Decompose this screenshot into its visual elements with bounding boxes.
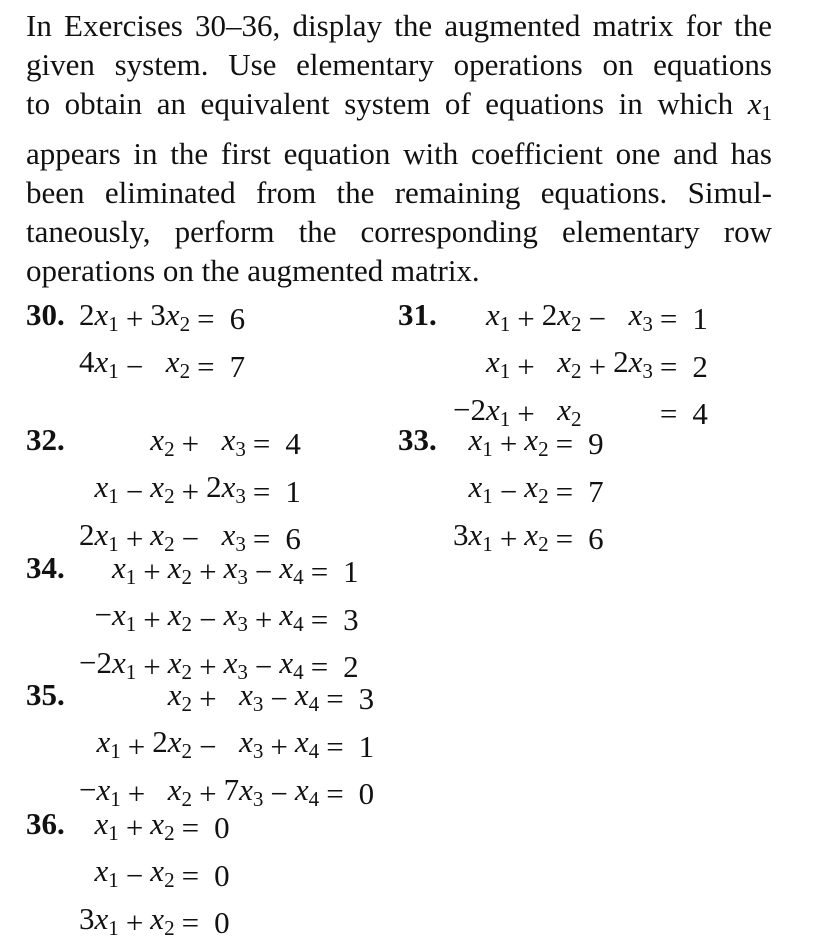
- equation-rhs: 0: [358, 776, 375, 812]
- equation-rhs: 2: [343, 649, 359, 685]
- exercise-30: [26, 296, 386, 384]
- exercise-32: [26, 421, 386, 557]
- exercise-35: [26, 676, 506, 812]
- equation-system: [79, 549, 359, 691]
- equation-row: $x_1$ + $2x_2$ − $x_3$ + $x_4$ = 1: [79, 723, 374, 770]
- instructions-line-7: operations on the augmented matrix.: [26, 253, 480, 289]
- instructions-line-1: In Exercises 30–36, display the augmented matrix for the: [26, 8, 772, 43]
- equation-row: $x_1$ + $2x_2$ − $x_3$ = 1: [453, 296, 708, 343]
- instructions-paragraph: [26, 6, 772, 290]
- equation-system: [79, 805, 230, 947]
- exercise-31: [398, 296, 778, 432]
- equation-row: $x_1$ + $x_2$ + $2x_3$ = 2: [453, 343, 708, 390]
- equation-row: $-2x_1$ + $x_2$ = 4: [453, 391, 708, 438]
- equation-rhs: 4: [285, 426, 301, 462]
- equation-rhs: 0: [214, 810, 230, 846]
- equation-row: $x_1$ − $x_2$ = 7: [453, 468, 604, 515]
- equation-rhs: 6: [588, 521, 604, 557]
- exercise-number: 36.: [26, 806, 65, 841]
- equation-rhs: 6: [229, 301, 246, 337]
- exercise-33: [398, 421, 778, 557]
- equation-row: $x_1$ + $x_2$ = 9: [453, 421, 604, 468]
- instructions-line-4: appears in the first equation with coefficient one and has: [26, 135, 772, 171]
- equation-rhs: 3: [343, 601, 359, 637]
- equation-row: $3x_1$ + $x_2$ = 6: [453, 516, 604, 563]
- exercise-34: [26, 549, 506, 685]
- instructions-line-6: taneously, perform the corresponding elementary row: [26, 213, 772, 249]
- equation-row: $x_1$ + $x_2$ = 0: [79, 805, 230, 852]
- equation-row: $x_2$ + $x_3$ − $x_4$ = 3: [79, 676, 374, 723]
- instructions-line-2: given system. Use elementary operations on equations: [26, 47, 772, 83]
- equation-row: $2x_1$ + $x_2$ − $x_3$ = 6: [79, 516, 301, 563]
- equation-rhs: 3: [358, 681, 375, 717]
- equation-rhs: 0: [214, 905, 230, 941]
- equation-rhs: 1: [343, 554, 359, 590]
- equation-row: $-x_1$ + $x_2$ + $7x_3$ − $x_4$ = 0: [79, 771, 374, 818]
- exercise-number: 30.: [26, 297, 65, 332]
- exercise-number: 33.: [398, 422, 437, 457]
- exercise-number: 31.: [398, 297, 437, 332]
- equation-row: $4x_1$ − $x_2$ = 7: [79, 343, 245, 390]
- equation-system: [453, 421, 604, 563]
- equation-rhs: 1: [358, 728, 375, 764]
- equation-rhs: 7: [229, 348, 246, 384]
- equation-system: [79, 296, 245, 391]
- exercise-number: 34.: [26, 550, 65, 585]
- exercise-number: 35.: [26, 677, 65, 712]
- equation-row: $-x_1$ + $x_2$ − $x_3$ + $x_4$ = 3: [79, 596, 359, 643]
- equation-row: $2x_1$ + $3x_2$ = 6: [79, 296, 245, 343]
- equation-rhs: 1: [285, 473, 301, 509]
- equation-system: [79, 421, 301, 563]
- instructions-line-3: to obtain an equivalent system of equations in which $x_1$: [26, 86, 773, 126]
- instructions-line-5: been eliminated from the remaining equations. Simul-: [26, 174, 772, 210]
- equation-rhs: 0: [214, 857, 230, 893]
- equation-row: $3x_1$ + $x_2$ = 0: [79, 900, 230, 947]
- equation-rhs: 7: [588, 473, 604, 509]
- equation-system: [79, 676, 374, 818]
- equation-system: [453, 296, 708, 438]
- equation-row: $-2x_1$ + $x_2$ + $x_3$ − $x_4$ = 2: [79, 644, 359, 691]
- equation-rhs: 9: [588, 426, 604, 462]
- equation-row: $x_1$ − $x_2$ + $2x_3$ = 1: [79, 468, 301, 515]
- equation-rhs: 2: [692, 348, 708, 384]
- equation-row: $x_1$ + $x_2$ + $x_3$ − $x_4$ = 1: [79, 549, 359, 596]
- equation-rhs: 4: [692, 396, 708, 432]
- equation-rhs: 6: [285, 521, 301, 557]
- equation-rhs: 1: [692, 301, 708, 337]
- equation-row: $x_1$ − $x_2$ = 0: [79, 852, 230, 899]
- exercise-36: [26, 805, 386, 941]
- exercise-number: 32.: [26, 422, 65, 457]
- equation-row: $x_2$ + $x_3$ = 4: [79, 421, 301, 468]
